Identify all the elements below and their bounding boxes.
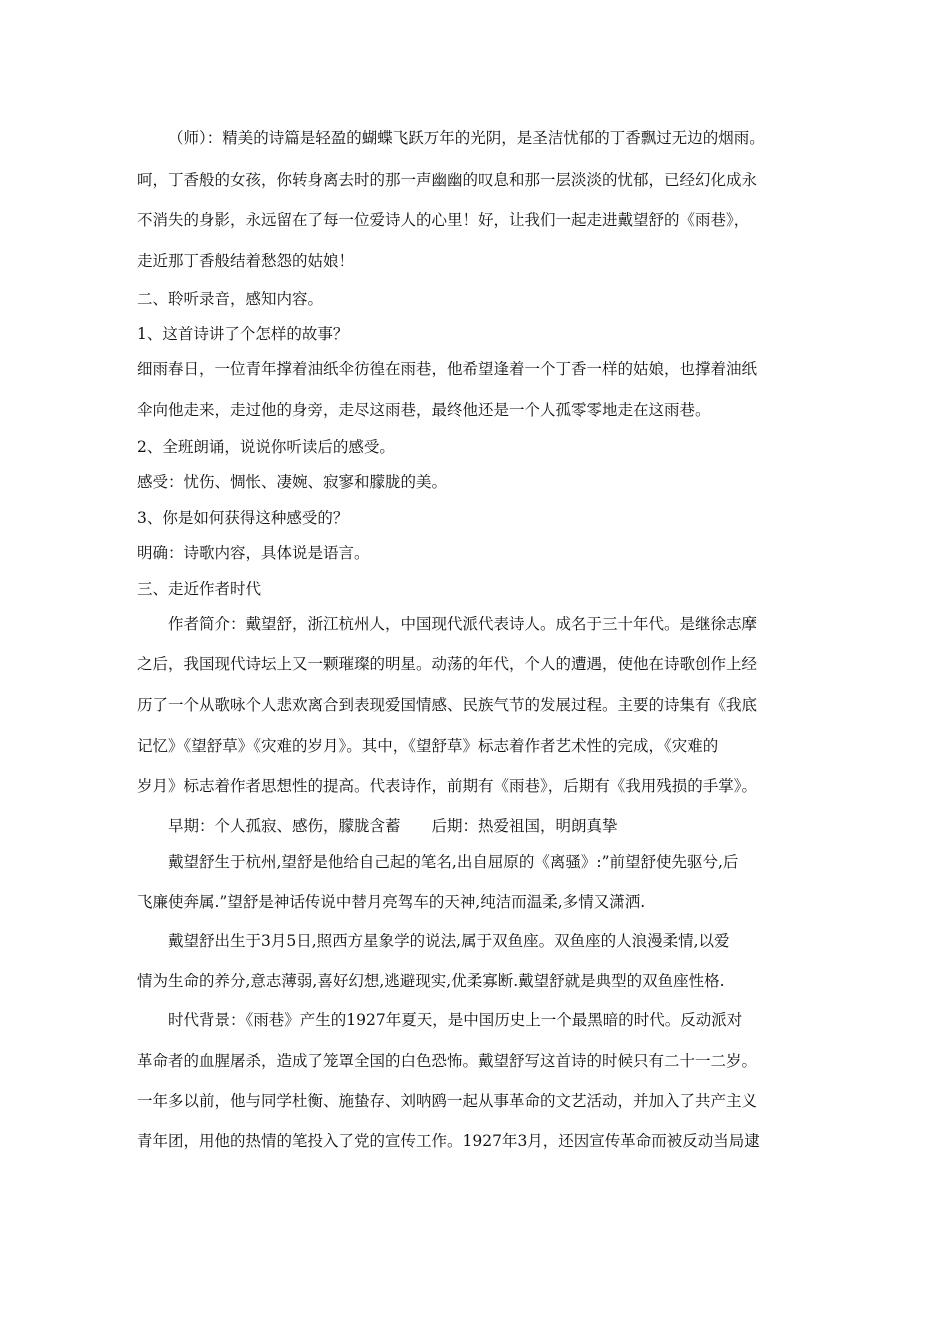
paragraph-line: 之后，我国现代诗坛上又一颗璀璨的明星。动荡的年代，个人的遭遇，使他在诗歌创作上经 [137, 655, 758, 673]
paragraph-line: 伞向他走来，走过他的身旁，走尽这雨巷，最终他还是一个人孤零零地走在这雨巷。 [137, 401, 711, 419]
paragraph-line: 一年多以前，他与同学杜衡、施蛰存、刘呐鸥一起从事革命的文艺活动，并加入了共产主义 [137, 1092, 758, 1110]
paragraph-line: 戴望舒出生于3月5日,照西方星象学的说法,属于双鱼座。双鱼座的人浪漫柔情,以爱 [168, 932, 730, 950]
question-line: 3、你是如何获得这种感受的？ [137, 509, 349, 527]
paragraph-line: 历了一个从歌咏个人悲欢离合到表现爱国情感、民族气节的发展过程。主要的诗集有《我底 [137, 696, 758, 714]
question-line: 2、全班朗诵，说说你听读后的感受。 [137, 438, 395, 456]
paragraph-line: 明确：诗歌内容，具体说是语言。 [137, 544, 370, 562]
paragraph-line: 感受：忧伤、惆怅、凄婉、寂寥和朦胧的美。 [137, 473, 448, 491]
paragraph-line: 戴望舒生于杭州,望舒是他给自己起的笔名,出自屈原的《离骚》:”前望舒使先驱兮,后 [168, 853, 739, 871]
paragraph-line: 飞廉使奔属.”望舒是神话传说中替月亮驾车的天神,纯洁而温柔,多情又潇洒. [137, 893, 646, 911]
paragraph-line: 早期：个人孤寂、感伤，朦胧含蓄 后期：热爱祖国，明朗真挚 [168, 817, 618, 835]
paragraph-line: 呵，丁香般的女孩，你转身离去时的那一声幽幽的叹息和那一层淡淡的忧郁，已经幻化成永 [137, 171, 758, 189]
paragraph-line: 不消失的身影，永远留在了每一位爱诗人的心里！好，让我们一起走进戴望舒的《雨巷》， [137, 211, 750, 229]
paragraph-line: 时代背景：《雨巷》产生的1927年夏天，是中国历史上一个最黑暗的时代。反动派对 [168, 1011, 743, 1029]
section-heading: 二、聆听录音，感知内容。 [137, 290, 324, 308]
paragraph-line: 走近那丁香般结着愁怨的姑娘！ [137, 252, 355, 270]
section-heading: 三、走近作者时代 [137, 580, 262, 598]
paragraph-line: （师）：精美的诗篇是轻盈的蝴蝶飞跃万年的光阴，是圣洁忧郁的丁香飘过无边的烟雨。 [168, 129, 765, 147]
question-line: 1、这首诗讲了个怎样的故事？ [137, 325, 349, 343]
paragraph-line: 记忆》《望舒草》《灾难的岁月》。其中，《望舒草》标志着作者艺术性的完成，《灾难的 [137, 737, 719, 755]
paragraph-line: 细雨春日，一位青年撑着油纸伞彷徨在雨巷，他希望逢着一个丁香一样的姑娘，也撑着油纸 [137, 360, 758, 378]
paragraph-line: 岁月》标志着作者思想性的提高。代表诗作，前期有《雨巷》，后期有《我用残损的手掌》。 [137, 777, 758, 795]
paragraph-line: 作者简介：戴望舒，浙江杭州人，中国现代派代表诗人。成名于三十年代。是继徐志摩 [168, 615, 758, 633]
paragraph-line: 情为生命的养分,意志薄弱,喜好幻想,逃避现实,优柔寡断.戴望舒就是典型的双鱼座性格. [137, 972, 725, 990]
paragraph-line: 革命者的血腥屠杀，造成了笼罩全国的白色恐怖。戴望舒写这首诗的时候只有二十一二岁。 [137, 1052, 758, 1070]
paragraph-line: 青年团，用他的热情的笔投入了党的宣传工作。1927年3月，还因宣传革命而被反动当局逮 [137, 1132, 760, 1150]
